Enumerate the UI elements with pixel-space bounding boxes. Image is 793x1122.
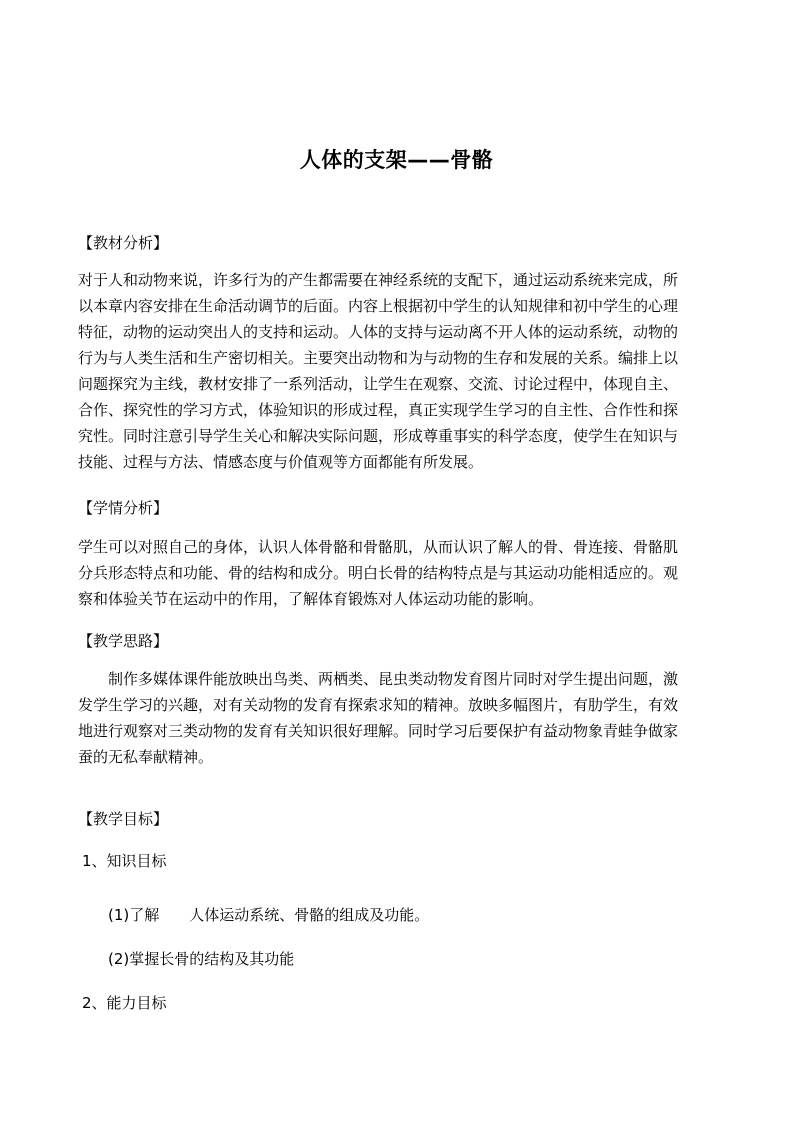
paragraph-line: 特征，动物的运动突出人的支持和运动。人体的支持与运动离不开人体的运动系统，动物的 xyxy=(78,323,679,341)
section-heading-teaching-approach: 【教学思路】 xyxy=(78,632,169,650)
goal-knowledge: 1、知识目标 xyxy=(82,852,167,870)
paragraph-line: 察和体验关节在运动中的作用，了解体育锻炼对人体运动功能的影响。 xyxy=(78,590,544,608)
paragraph-line: 学生可以对照自己的身体，认识人体骨骼和骨骼肌，从而认识了解人的骨、骨连接、骨骼肌 xyxy=(78,538,679,556)
paragraph-line: 对于人和动物来说，许多行为的产生都需要在神经系统的支配下，通过运动系统来完成，所 xyxy=(78,271,679,289)
goal-knowledge-item-2: (2)掌握长骨的结构及其功能 xyxy=(108,950,295,968)
paragraph-line: 究性。同时注意引导学生关心和解决实际问题，形成尊重事实的科学态度，使学生在知识与 xyxy=(78,427,679,445)
paragraph-line: 发学生学习的兴趣，对有关动物的发育有探索求知的精神。放映多幅图片，有肋学生，有效 xyxy=(78,696,679,714)
goal-ability: 2、能力目标 xyxy=(82,994,167,1012)
section-heading-learner-analysis: 【学情分析】 xyxy=(78,499,169,517)
section-heading-teaching-goals: 【教学目标】 xyxy=(78,810,169,828)
paragraph-line: 分兵形态特点和功能、骨的结构和成分。明白长骨的结构特点是与其运动功能相适应的。观 xyxy=(78,564,679,582)
goal-knowledge-item-1: (1)了解 人体运动系统、骨骼的组成及功能。 xyxy=(108,906,430,924)
paragraph-line: 以本章内容安排在生命活动调节的后面。内容上根据初中学生的认知规律和初中学生的心理 xyxy=(78,297,679,315)
paragraph-line: 合作、探究性的学习方式，体验知识的形成过程，真正实现学生学习的自主性、合作性和探 xyxy=(78,401,679,419)
paragraph-textbook-analysis xyxy=(78,267,718,475)
paragraph-line: 制作多媒体课件能放映出鸟类、两栖类、昆虫类动物发育图片同时对学生提出问题，激 xyxy=(108,670,679,688)
paragraph-line: 地进行观察对三类动物的发育有关知识很好理解。同时学习后要保护有益动物象青蛙争做家 xyxy=(78,722,679,740)
paragraph-line: 问题探究为主线，教材安排了一系列活动，让学生在观察、交流、讨论过程中，体现自主、 xyxy=(78,375,679,393)
paragraph-line: 技能、过程与方法、情感态度与价值观等方面都能有所发展。 xyxy=(78,453,484,471)
paragraph-line: 行为与人类生活和生产密切相关。主要突出动物和为与动物的生存和发展的关系。编排上以 xyxy=(78,349,679,367)
paragraph-teaching-approach xyxy=(78,666,718,770)
paragraph-learner-analysis xyxy=(78,534,718,612)
section-heading-textbook-analysis: 【教材分析】 xyxy=(78,234,169,252)
page-title: 人体的支架——骨骼 xyxy=(299,148,494,172)
paragraph-line: 蚕的无私奉献精神。 xyxy=(78,748,214,766)
